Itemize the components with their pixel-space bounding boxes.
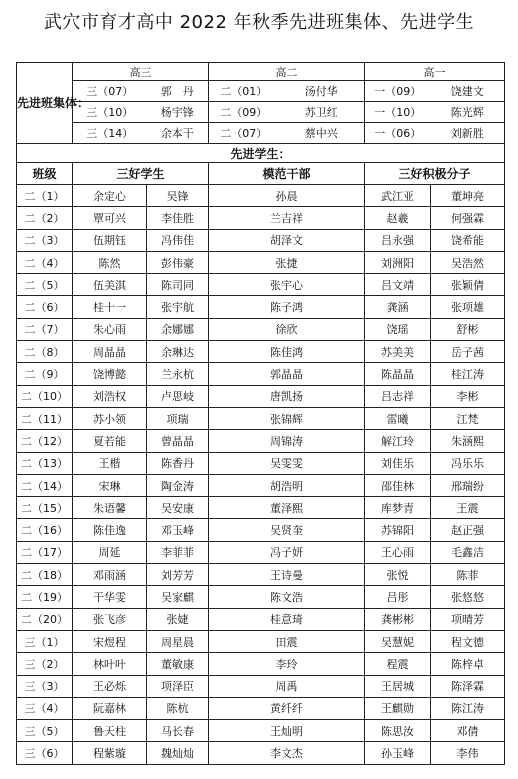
model-cadre-cell: 桂意琦 [209,608,365,630]
collective-teacher: 刘新胜 [431,123,505,144]
merit-student-cell: 李佳胜 [147,207,209,229]
model-cadre-cell: 胡泽文 [209,229,365,251]
active-member-cell: 雷曦 [365,407,431,429]
collective-class: 一（10） [365,102,431,123]
student-row [17,697,505,719]
class-cell: 二（16） [17,519,73,541]
active-member-cell: 朱涵熙 [431,430,505,452]
merit-student-cell: 邓雨涵 [73,564,147,586]
active-member-cell: 陈晶晶 [365,363,431,385]
model-cadre-cell: 李玲 [209,653,365,675]
class-cell: 二（7） [17,318,73,340]
merit-student-cell: 张婕 [147,608,209,630]
student-row [17,742,505,764]
model-cadre-cell: 孙晨 [209,185,365,207]
merit-student-cell: 余琳达 [147,341,209,363]
student-row [17,363,505,385]
model-cadre-cell: 吴雯雯 [209,452,365,474]
active-member-cell: 刘洲阳 [365,251,431,273]
active-member-cell: 陈思汝 [365,720,431,742]
model-cadre-cell: 胡浩明 [209,474,365,496]
section-row [17,144,505,163]
merit-student-cell: 鲁天柱 [73,720,147,742]
collective-teacher: 杨宇锋 [147,102,209,123]
active-member-cell: 桂江涛 [431,363,505,385]
collective-teacher: 郭 丹 [147,81,209,102]
active-member-cell: 刘佳乐 [365,452,431,474]
active-member-cell: 苏锦阳 [365,519,431,541]
class-cell: 三（6） [17,742,73,764]
merit-student-cell: 兰永杭 [147,363,209,385]
student-row [17,541,505,563]
active-member-cell: 赵正强 [431,519,505,541]
active-member-cell: 王震 [431,497,505,519]
merit-student-cell: 曾晶晶 [147,430,209,452]
class-cell: 二（6） [17,296,73,318]
merit-student-cell: 魏灿灿 [147,742,209,764]
active-member-cell: 武江亚 [365,185,431,207]
collective-class: 一（09） [365,81,431,102]
collective-class: 一（06） [365,123,431,144]
active-member-cell: 李彬 [431,385,505,407]
model-cadre-cell: 李文杰 [209,742,365,764]
model-cadre-cell: 周禹 [209,675,365,697]
active-member-cell: 程文德 [431,630,505,652]
class-cell: 二（15） [17,497,73,519]
class-cell: 二（11） [17,407,73,429]
column-header: 三好积极分子 [365,163,505,185]
collective-label: 先进班集体： [17,63,73,144]
active-member-cell: 孙玉峰 [365,742,431,764]
model-cadre-cell: 田震 [209,630,365,652]
class-cell: 二（4） [17,251,73,273]
student-row [17,207,505,229]
active-member-cell: 吴慧妮 [365,630,431,652]
student-row [17,452,505,474]
student-row [17,474,505,496]
active-member-cell: 张项雄 [431,296,505,318]
merit-student-cell: 陈杭 [147,697,209,719]
class-cell: 二（20） [17,608,73,630]
collective-teacher: 饶建文 [431,81,505,102]
merit-student-cell: 余娜娜 [147,318,209,340]
merit-student-cell: 桂十一 [73,296,147,318]
column-header: 模范干部 [209,163,365,185]
merit-student-cell: 项瑞 [147,407,209,429]
grade-header: 高三 [73,63,209,81]
class-cell: 二（10） [17,385,73,407]
grade-header: 高一 [365,63,505,81]
collective-teacher: 蔡中兴 [279,123,365,144]
active-member-cell: 岳子茜 [431,341,505,363]
active-member-cell: 王居城 [365,675,431,697]
active-member-cell: 张悦 [365,564,431,586]
collective-class: 二（01） [209,81,279,102]
collective-teacher: 陈光辉 [431,102,505,123]
active-member-cell: 王心雨 [365,541,431,563]
column-header: 班级 [17,163,73,185]
merit-student-cell: 陈司同 [147,274,209,296]
class-cell: 二（5） [17,274,73,296]
model-cadre-cell: 陈文浩 [209,586,365,608]
student-row [17,185,505,207]
model-cadre-cell: 张捷 [209,251,365,273]
class-cell: 三（1） [17,630,73,652]
collective-row [17,102,505,123]
merit-student-cell: 吴家麒 [147,586,209,608]
active-member-cell: 张悠悠 [431,586,505,608]
student-row [17,608,505,630]
merit-student-cell: 周晶晶 [73,341,147,363]
merit-student-cell: 冯伟佳 [147,229,209,251]
model-cadre-cell: 唐凯扬 [209,385,365,407]
student-row [17,407,505,429]
active-member-cell: 吕彤 [365,586,431,608]
merit-student-cell: 卢思岐 [147,385,209,407]
students-section [17,144,505,765]
model-cadre-cell: 黄纤纤 [209,697,365,719]
active-member-cell: 毛鑫洁 [431,541,505,563]
merit-student-cell: 马长春 [147,720,209,742]
class-cell: 二（12） [17,430,73,452]
class-cell: 二（3） [17,229,73,251]
active-member-cell: 饶希能 [431,229,505,251]
merit-student-cell: 夏若能 [73,430,147,452]
active-member-cell: 邵佳林 [365,474,431,496]
class-cell: 二（1） [17,185,73,207]
class-cell: 二（9） [17,363,73,385]
model-cadre-cell: 吴贤奎 [209,519,365,541]
merit-student-cell: 吴安康 [147,497,209,519]
column-header: 三好学生 [73,163,209,185]
active-member-cell: 江梵 [431,407,505,429]
merit-student-cell: 李菲菲 [147,541,209,563]
active-member-cell: 舒彬 [431,318,505,340]
merit-student-cell: 林叶叶 [73,653,147,675]
active-member-cell: 库梦青 [365,497,431,519]
active-member-cell: 王麒勋 [365,697,431,719]
column-header-row [17,163,505,185]
active-member-cell: 苏美美 [365,341,431,363]
merit-student-cell: 伍美淇 [73,274,147,296]
merit-student-cell: 干华雯 [73,586,147,608]
merit-student-cell: 余定心 [73,185,147,207]
merit-student-cell: 项泽臣 [147,675,209,697]
merit-student-cell: 张宇航 [147,296,209,318]
student-row [17,720,505,742]
merit-student-cell: 周星晨 [147,630,209,652]
student-row [17,675,505,697]
model-cadre-cell: 郭晶晶 [209,363,365,385]
student-row [17,564,505,586]
active-member-cell: 陈梓卓 [431,653,505,675]
student-row [17,630,505,652]
student-row [17,296,505,318]
merit-student-cell: 邓玉峰 [147,519,209,541]
student-row [17,251,505,273]
active-member-cell: 邢瑞纷 [431,474,505,496]
merit-student-cell: 朱语馨 [73,497,147,519]
grade-header: 高二 [209,63,365,81]
collective-teacher: 余本干 [147,123,209,144]
merit-student-cell: 张飞彦 [73,608,147,630]
merit-student-cell: 刘浩权 [73,385,147,407]
student-row [17,341,505,363]
class-cell: 二（14） [17,474,73,496]
active-member-cell: 陈江涛 [431,697,505,719]
class-cell: 三（2） [17,653,73,675]
class-cell: 二（13） [17,452,73,474]
model-cadre-cell: 董泽熙 [209,497,365,519]
merit-student-cell: 阮嘉林 [73,697,147,719]
active-member-cell: 饶瑶 [365,318,431,340]
merit-student-cell: 程紫璇 [73,742,147,764]
page-title: 武穴市育才高中 2022 年秋季先进班集体、先进学生 [43,12,475,33]
honors-table [16,62,505,765]
model-cadre-cell: 王灿明 [209,720,365,742]
active-member-cell: 张颖倩 [431,274,505,296]
merit-student-cell: 覃可兴 [73,207,147,229]
collective-row [17,81,505,102]
merit-student-cell: 彭伟豪 [147,251,209,273]
class-cell: 二（19） [17,586,73,608]
collective-class: 三（07） [73,81,147,102]
model-cadre-cell: 张宇心 [209,274,365,296]
class-cell: 二（2） [17,207,73,229]
active-member-cell: 董坤亮 [431,185,505,207]
model-cadre-cell: 张锦辉 [209,407,365,429]
model-cadre-cell: 冯子妍 [209,541,365,563]
class-cell: 二（18） [17,564,73,586]
student-row [17,519,505,541]
active-member-cell: 吴浩然 [431,251,505,273]
model-cadre-cell: 陈子鸿 [209,296,365,318]
merit-student-cell: 苏小领 [73,407,147,429]
merit-student-cell: 吴锋 [147,185,209,207]
merit-student-cell: 周延 [73,541,147,563]
grade-header-row [17,63,505,81]
active-member-cell: 吕文靖 [365,274,431,296]
active-member-cell: 赵羲 [365,207,431,229]
model-cadre-cell: 兰吉祥 [209,207,365,229]
model-cadre-cell: 陈佳鸿 [209,341,365,363]
model-cadre-cell: 王诗曼 [209,564,365,586]
collective-class: 二（09） [209,102,279,123]
students-section-label: 先进学生： [17,144,505,163]
student-row [17,430,505,452]
collective-teacher: 苏卫红 [279,102,365,123]
active-member-cell: 吕志祥 [365,385,431,407]
active-member-cell: 冯乐乐 [431,452,505,474]
active-member-cell: 邓倩 [431,720,505,742]
active-member-cell: 程震 [365,653,431,675]
merit-student-cell: 董敏康 [147,653,209,675]
merit-student-cell: 朱心雨 [73,318,147,340]
merit-student-cell: 王必烁 [73,675,147,697]
merit-student-cell: 宋琳 [73,474,147,496]
merit-student-cell: 刘芳芳 [147,564,209,586]
merit-student-cell: 伍期钰 [73,229,147,251]
student-row [17,653,505,675]
student-row [17,318,505,340]
merit-student-cell: 陶金涛 [147,474,209,496]
student-row [17,229,505,251]
collective-class: 三（10） [73,102,147,123]
active-member-cell: 陈泽霖 [431,675,505,697]
collective-class: 三（14） [73,123,147,144]
merit-student-cell: 王楷 [73,452,147,474]
class-cell: 三（3） [17,675,73,697]
model-cadre-cell: 周锦涛 [209,430,365,452]
class-cell: 三（5） [17,720,73,742]
merit-student-cell: 陈然 [73,251,147,273]
active-member-cell: 吕永强 [365,229,431,251]
merit-student-cell: 陈香丹 [147,452,209,474]
class-cell: 二（8） [17,341,73,363]
active-member-cell: 李伟 [431,742,505,764]
active-member-cell: 何强霖 [431,207,505,229]
merit-student-cell: 饶博懿 [73,363,147,385]
active-member-cell: 项晴芳 [431,608,505,630]
active-member-cell: 解江玲 [365,430,431,452]
merit-student-cell: 宋煜程 [73,630,147,652]
collective-row [17,123,505,144]
merit-student-cell: 陈佳逸 [73,519,147,541]
student-row [17,385,505,407]
collective-class: 二（07） [209,123,279,144]
active-member-cell: 龚彬彬 [365,608,431,630]
active-member-cell: 龚涵 [365,296,431,318]
student-row [17,497,505,519]
class-cell: 三（4） [17,697,73,719]
collective-teacher: 汤付华 [279,81,365,102]
student-row [17,274,505,296]
model-cadre-cell: 徐欣 [209,318,365,340]
student-row [17,586,505,608]
active-member-cell: 陈菲 [431,564,505,586]
class-cell: 二（17） [17,541,73,563]
collective-section [17,63,505,144]
